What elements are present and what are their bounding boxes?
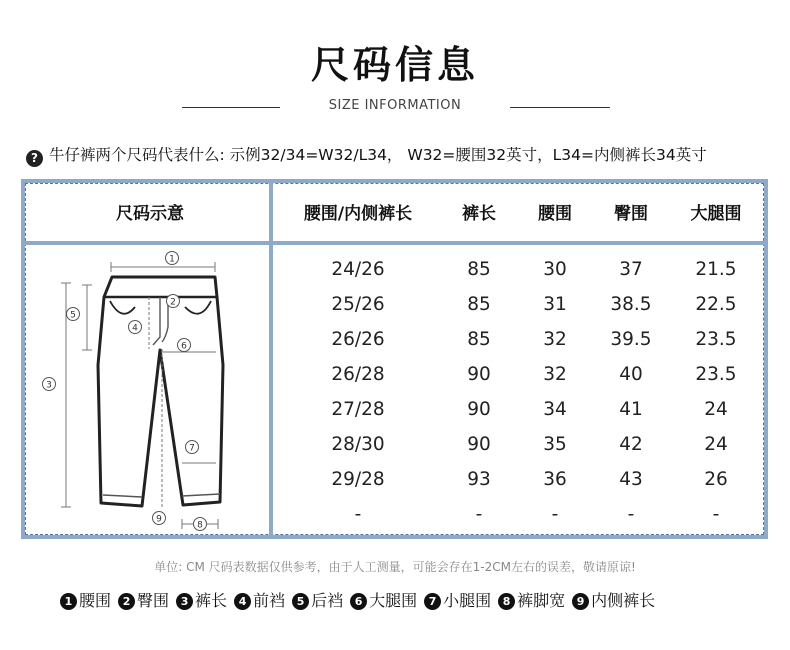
legend-item: [572, 588, 655, 611]
header-thigh: 大腿围: [690, 204, 742, 224]
svg-text:3: 3: [46, 380, 52, 391]
cell-thigh: 26: [704, 469, 728, 490]
cell-waist-inseam: 24/26: [331, 259, 385, 280]
diagram-marker-7: [186, 441, 199, 454]
header-length: 裤长: [462, 204, 496, 224]
legend-label: 小腿围: [443, 591, 492, 610]
subtitle-divider-right: [510, 107, 610, 108]
diagram-marker-9: [153, 512, 166, 525]
subtitle-row: [0, 96, 790, 120]
cell-thigh: 21.5: [695, 259, 737, 280]
legend-label: 臀围: [137, 591, 170, 610]
legend-item: [498, 588, 565, 611]
cell-thigh: 24: [704, 399, 728, 420]
diagram-marker-8: [194, 518, 207, 531]
cell-thigh: 24: [704, 434, 728, 455]
header-waist-inseam: 腰围/内侧裤长: [303, 204, 413, 224]
cell-thigh: -: [712, 504, 720, 525]
legend-label: 内侧裤长: [591, 591, 656, 610]
diagram-marker-2: [167, 295, 180, 308]
cell-hip: 38.5: [610, 294, 652, 315]
jeans-diagram: [25, 245, 269, 539]
question-circle-icon: ?: [26, 150, 43, 167]
header-hip: 臀围: [614, 204, 648, 224]
legend-item: [176, 588, 227, 611]
cell-waist: 32: [543, 364, 567, 385]
cell-waist-inseam: 29/28: [331, 469, 385, 490]
legend-label: 腰围: [79, 591, 112, 610]
cell-length: 85: [467, 329, 491, 350]
legend-label: 前裆: [253, 591, 286, 610]
legend-item: [234, 588, 285, 611]
legend-label: 后裆: [311, 591, 344, 610]
diagram-marker-5: [67, 308, 80, 321]
legend-number-badge: 3: [176, 593, 193, 610]
cell-length: 90: [467, 364, 491, 385]
cell-hip: 43: [619, 469, 643, 490]
cell-length: 90: [467, 399, 491, 420]
legend-item: [424, 588, 491, 611]
svg-text:1: 1: [169, 254, 175, 265]
cell-hip: 41: [619, 399, 643, 420]
cell-length: 90: [467, 434, 491, 455]
legend-item: [350, 588, 417, 611]
diagram-marker-1: [166, 252, 179, 265]
legend-number-badge: 5: [292, 593, 309, 610]
legend-label: 大腿围: [369, 591, 418, 610]
legend-number-badge: 6: [350, 593, 367, 610]
legend-number-badge: 7: [424, 593, 441, 610]
cell-hip: 40: [619, 364, 643, 385]
legend-label: 裤长: [195, 591, 228, 610]
legend-number-badge: 9: [572, 593, 589, 610]
cell-waist-inseam: 27/28: [331, 399, 385, 420]
cell-waist: 36: [543, 469, 567, 490]
cell-length: 85: [467, 294, 491, 315]
svg-text:5: 5: [70, 310, 76, 321]
size-explanation: [26, 143, 786, 165]
legend-item: [60, 588, 111, 611]
svg-text:4: 4: [132, 323, 138, 334]
diagram-marker-3: [43, 378, 56, 391]
legend-label: 裤脚宽: [517, 591, 566, 610]
diagram-marker-4: [129, 321, 142, 334]
cell-waist: 35: [543, 434, 567, 455]
cell-thigh: 22.5: [695, 294, 737, 315]
disclaimer-note: 单位: CM 尺码表数据仅供参考，由于人工测量，可能会存在1-2CM左右的误差，敬请原谅!: [154, 560, 636, 574]
diagram-marker-6: [178, 339, 191, 352]
cell-length: 85: [467, 259, 491, 280]
legend-item: [292, 588, 343, 611]
svg-text:2: 2: [170, 297, 176, 308]
cell-waist: 34: [543, 399, 567, 420]
cell-length: 93: [467, 469, 491, 490]
cell-waist: -: [551, 504, 559, 525]
column-divider: [269, 183, 273, 535]
legend-number-badge: 1: [60, 593, 77, 610]
legend-item: [118, 588, 169, 611]
cell-waist: 32: [543, 329, 567, 350]
cell-waist-inseam: 26/26: [331, 329, 385, 350]
svg-text:8: 8: [197, 520, 203, 531]
page-subtitle: SIZE INFORMATION: [328, 98, 462, 113]
header-waist: 腰围: [538, 204, 572, 224]
cell-waist: 30: [543, 259, 567, 280]
page-title: 尺码信息: [310, 43, 479, 87]
measurement-legend: [60, 588, 760, 612]
size-table: [21, 179, 768, 539]
size-explanation-text: 牛仔裤两个尺码代表什么: 示例32/34=W32/L34， W32=腰围32英寸，L34=内侧裤长34英寸: [49, 146, 707, 164]
cell-hip: 42: [619, 434, 643, 455]
cell-hip: 37: [619, 259, 643, 280]
cell-waist-inseam: 25/26: [331, 294, 385, 315]
cell-thigh: 23.5: [695, 364, 737, 385]
legend-number-badge: 8: [498, 593, 515, 610]
legend-number-badge: 2: [118, 593, 135, 610]
svg-text:9: 9: [156, 514, 162, 525]
cell-waist-inseam: 26/28: [331, 364, 385, 385]
cell-waist-inseam: -: [354, 504, 362, 525]
cell-waist: 31: [543, 294, 567, 315]
cell-hip: -: [627, 504, 635, 525]
cell-waist-inseam: 28/30: [331, 434, 385, 455]
header-size-diagram: 尺码示意: [116, 204, 184, 224]
svg-text:6: 6: [181, 341, 187, 352]
cell-hip: 39.5: [610, 329, 652, 350]
svg-text:7: 7: [189, 443, 195, 454]
cell-thigh: 23.5: [695, 329, 737, 350]
cell-length: -: [475, 504, 483, 525]
legend-number-badge: 4: [234, 593, 251, 610]
